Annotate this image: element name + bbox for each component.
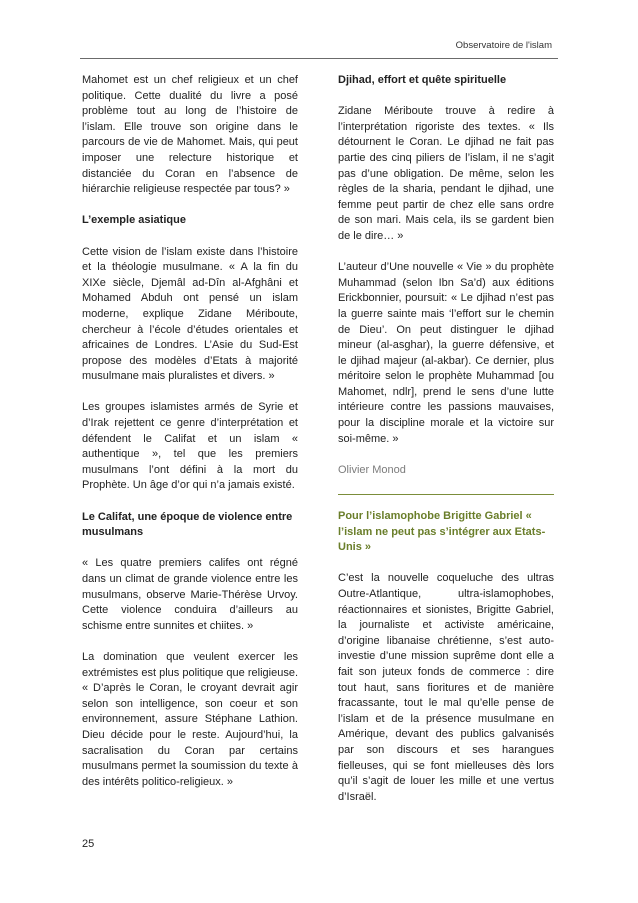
article-title: Pour l’islamophobe Brigitte Gabriel « l’islam ne peut pas s’intégrer aux Etats-Unis »: [338, 510, 546, 554]
page-number: 25: [82, 838, 95, 850]
right-column: [338, 73, 554, 821]
author-signature: Olivier Monod: [338, 463, 406, 476]
section-heading: Le Califat, une époque de violence entre musulmans: [82, 510, 293, 539]
paragraph: C’est la nouvelle coqueluche des ultras Outre-Atlantique, ultra-islamophobes, réactionnaires et sionistes, Brigitte Gabriel, la journaliste et activiste américaine, d’origine libanaise chrétienne, s’est auto-investie d’une mission suprême dont elle a fait son juteux fonds de commerce : dire tout haut, sans fioritures et de manière fracassante, tout le mal qu’elle pense de l’islam et de la présence musulmane en Amérique, devant des publics galvanisés par son discours et ses harangues fielleuses, qui se font mielleuses dès lors qu’il s’agit de louer les mille et une vertus d’Israël.: [338, 572, 554, 803]
section-heading: L’exemple asiatique: [82, 214, 186, 227]
paragraph: Zidane Mériboute trouve à redire à l’interprétation rigoriste des textes. « Ils détournent le Coran. Le djihad ne fait pas partie des cinq piliers de l’islam, il ne s’agit pas d’une obligation. De même, selon les règles de la sharia, pendant le djihad, une femme peut partir de chez elle sans ordre de son mari. Mais cela, ils se gardent bien de le dire… »: [338, 105, 554, 242]
running-header: Observatoire de l'islam: [455, 40, 552, 51]
paragraph: Mahomet est un chef religieux et un chef politique. Cette dualité du livre a posé problème tout au long de l’histoire de l’islam. Elle trouve son origine dans le parcours de vie de Mahomet. Mais, qui peut imposer une relecture historique et distanciée du Coran en l’absence de hiérarchie religieuse respectée par tous? »: [82, 74, 298, 196]
paragraph: Les groupes islamistes armés de Syrie et d’Irak rejettent ce genre d’interprétation et défendent le Califat et un islam « authentique », tel que les premiers musulmans l’ont défini à la mort du Prophète. Un âge d’or qui n’a jamais existé.: [82, 401, 298, 492]
paragraph: L’auteur d’Une nouvelle « Vie » du prophète Muhammad (selon Ibn Sa’d) aux éditions Erickbonnier, poursuit: « Le djihad n’est pas la guerre sainte mais ‘l’effort sur le chemin de Dieu’. On peut distinguer le djihad mineur (al-asghar), la guerre défensive, et le djihad majeur (al-akbar). Ce dernier, plus méritoire selon le prophète Muhammad [ou Mahomet, ndlr], prend le sens d’une lutte intérieure contre les passions mauvaises, pour la discipline morale et la victoire sur soi-même. »: [338, 261, 554, 445]
paragraph: Cette vision de l’islam existe dans l’histoire et la théologie musulmane. « A la fin du XIXe siècle, Djemâl ad-Dîn al-Afghâni et Mohamed Abduh ont pensé un islam moderne, explique Zidane Mériboute, chercheur à l’école d’études orientales et africaines de Londres. L’Asie du Sud-Est propose des modèles d’Etats à majorité musulmane mais pluralistes et divers. »: [82, 245, 298, 383]
paragraph: « Les quatre premiers califes ont régné dans un climat de grande violence entre les musulmans, observe Marie-Thérèse Urvoy. Cette violence conduira d’ailleurs au schisme entre sunnites et chiites. »: [82, 557, 298, 632]
section-heading: Djihad, effort et quête spirituelle: [338, 74, 507, 86]
header-rule: [80, 58, 558, 59]
paragraph: La domination que veulent exercer les extrémistes est plus politique que religieuse. « D’après le Coran, le croyant devrait agir selon son intelligence, son coeur et son environnement, assure Stéphane Lathion. Dieu décide pour le reste. Aujourd’hui, la sacralisation du Coran par certains musulmans permet la soumission du texte à des intérêts politico-religieux. »: [82, 650, 298, 788]
left-column: [82, 73, 298, 806]
article-separator: [338, 494, 554, 495]
